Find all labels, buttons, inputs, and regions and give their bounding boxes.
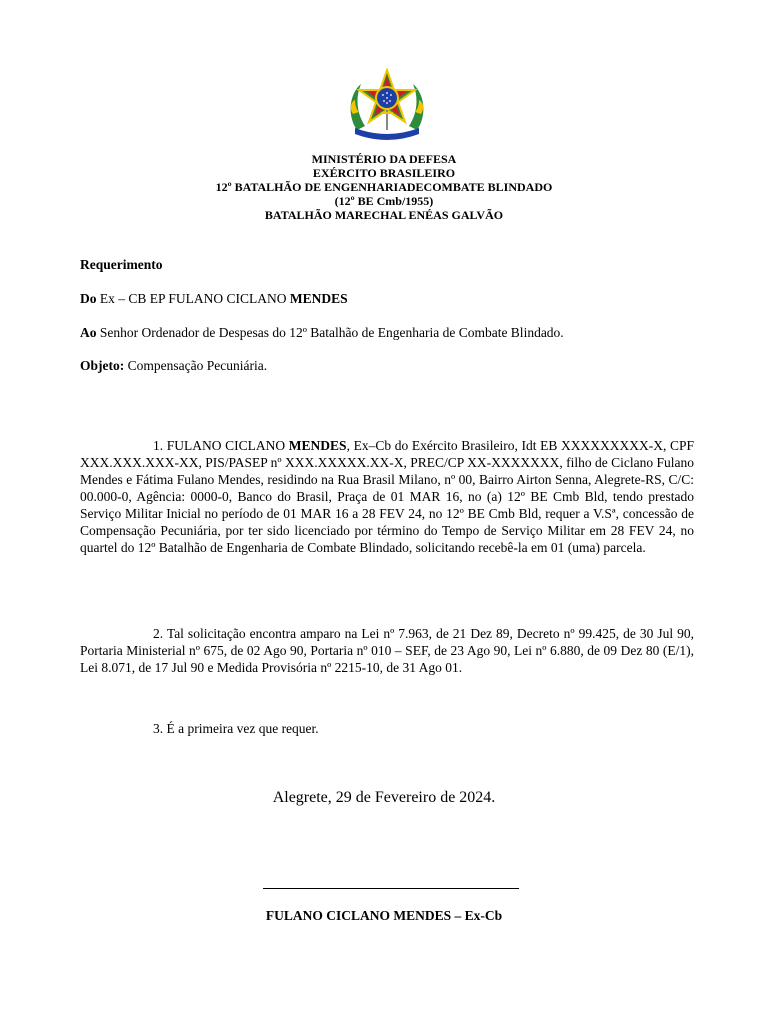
paragraph-1-body: , Ex–Cb do Exército Brasileiro, Idt EB XXXXXXXXX-X, CPF XXX.XXX.XXX-XX, PIS/PASEP nº XXX.XXXXX.XX-X, PREC/CP XX-XXXXXXX, filho de Ciclano Fulano Mendes e Fátima Fulano Mendes, residindo na Rua Brasil Milano, nº 00, Bairro Airton Senna, Alegrete-RS, C/C: 00.000-0, Agência: 0000-0, Banco do Brasil, Praça de 01 MAR 16, no (a) 12º BE Cmb Bld, tendo prestado Serviço Militar Inicial no período de 01 MAR 16 a 28 FEV 24, no 12º BE Cmb Bld, requer a V.Sª, concessão de Compensação Pecuniária, por ter sido licenciado por término do Tempo de Serviço Militar em 28 FEV 24, no quartel do 12º Batalhão de Engenharia de Combate Blindado, solicitando recebê-la em 01 (uma) parcela. — [80, 438, 694, 555]
institution-header — [0, 152, 768, 222]
header-unit-code: (12º BE Cmb/1955) — [334, 194, 434, 208]
from-line — [80, 290, 692, 307]
header-honorific: BATALHÃO MARECHAL ENÉAS GALVÃO — [264, 208, 504, 222]
header-battalion: 12º BATALHÃO DE ENGENHARIADECOMBATE BLINDADO — [215, 180, 553, 194]
to-line — [80, 324, 692, 341]
subject-label: Objeto: — [80, 358, 125, 373]
header-army: EXÉRCITO BRASILEIRO — [312, 166, 456, 180]
from-text: Ex – CB EP FULANO CICLANO — [96, 291, 290, 306]
document-title: Requerimento — [80, 257, 163, 272]
header-ministry: MINISTÉRIO DA DEFESA — [311, 152, 457, 166]
coat-of-arms-emblem — [347, 68, 427, 140]
to-label: Ao — [80, 325, 97, 340]
signature-line — [263, 888, 519, 889]
place-and-date: Alegrete, 29 de Fevereiro de 2024. — [272, 789, 496, 806]
signatory-name: FULANO CICLANO MENDES – Ex-Cb — [265, 908, 503, 923]
to-text: Senhor Ordenador de Despesas do 12º Batalhão de Engenharia de Combate Blindado. — [96, 325, 564, 340]
paragraph-1-surname: MENDES — [288, 438, 347, 453]
paragraph-1 — [80, 437, 694, 556]
subject-text: Compensação Pecuniária. — [124, 358, 268, 373]
paragraph-2: 2. Tal solicitação encontra amparo na Lei nº 7.963, de 21 Dez 89, Decreto nº 99.425, de 30 Jul 90, Portaria Ministerial nº 675, de 02 Ago 90, Portaria nº 010 – SEF, de 23 Ago 90, Lei nº 6.880, de 09 Dez 80 (E/1), Lei 8.071, de 17 Jul 90 e Medida Provisória nº 2215-10, de 31 Ago 01. — [80, 626, 694, 675]
subject-line — [80, 357, 692, 374]
from-surname: MENDES — [289, 291, 348, 306]
paragraph-3: 3. É a primeira vez que requer. — [153, 721, 319, 736]
from-label: Do — [80, 291, 97, 306]
paragraph-1-start: 1. FULANO CICLANO — [153, 438, 289, 453]
